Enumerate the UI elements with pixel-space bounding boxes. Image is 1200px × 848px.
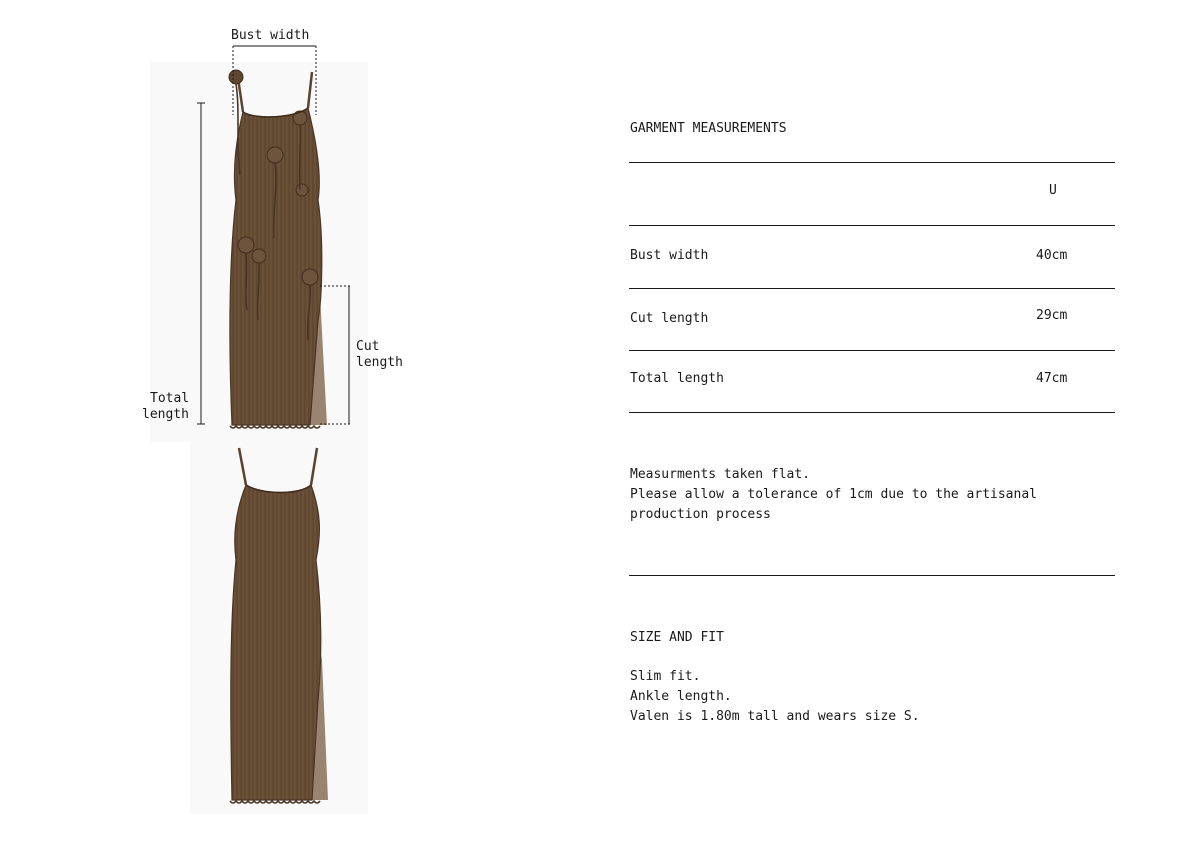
notes-rule [629,575,1115,576]
total-length-label-line2: length [142,407,189,422]
measurement-notes [630,465,1037,525]
bust-width-label: Bust width [231,28,310,43]
back-dress [230,448,328,803]
table-rule-top [629,162,1115,163]
table-rule-bottom [629,412,1115,413]
size-fit-line-1: Slim fit. [630,669,701,684]
size-header: U [1049,183,1057,198]
cut-length-label-line1: Cut [356,339,380,354]
size-fit-title: SIZE AND FIT [630,630,724,645]
row-label-total-length: Total length [630,371,724,386]
row-value-total-length: 47cm [1036,371,1068,386]
size-fit-details [630,667,920,727]
row-label-cut-length: Cut length [630,311,709,326]
table-rule-1 [629,288,1115,289]
notes-line-2: Please allow a tolerance of 1cm due to the artisanal [630,487,1037,502]
row-label-bust-width: Bust width [630,248,709,263]
cut-length-label-line2: length [356,355,403,370]
notes-line-1: Measurments taken flat. [630,467,811,482]
size-fit-line-2: Ankle length. [630,689,732,704]
table-rule-header [629,225,1115,226]
size-fit-line-3: Valen is 1.80m tall and wears size S. [630,709,920,724]
measurements-title: GARMENT MEASUREMENTS [630,121,787,136]
row-value-bust-width: 40cm [1036,248,1068,263]
row-value-cut-length: 29cm [1036,308,1068,323]
notes-line-3: production process [630,507,771,522]
table-rule-2 [629,350,1115,351]
total-length-label-line1: Total [150,391,190,406]
front-dress [229,70,327,428]
